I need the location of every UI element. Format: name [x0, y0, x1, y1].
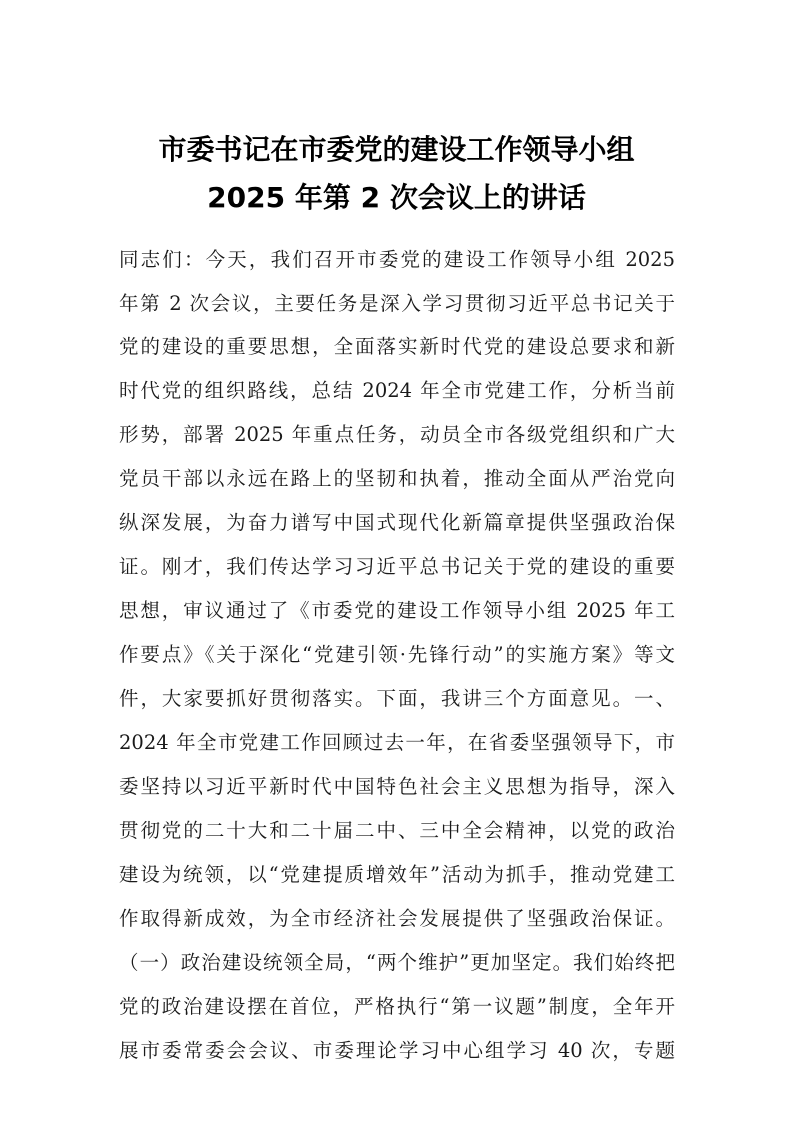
body-line: （一）政治建设统领全局，“两个维护”更加坚定。我们始终把 [119, 951, 675, 974]
body-line: 件，大家要抓好贯彻落实。下面，我讲三个方面意见。一、 [119, 687, 675, 710]
body-line: 展市委常委会会议、市委理论学习中心组学习 40 次，专题 [119, 1039, 675, 1062]
body-line: 党的政治建设摆在首位，严格执行“第一议题”制度，全年开 [119, 995, 675, 1018]
body-line: 委坚持以习近平新时代中国特色社会主义思想为指导，深入 [119, 775, 675, 798]
body-line: 形势，部署 2025 年重点任务，动员全市各级党组织和广大 [119, 423, 675, 446]
body-line: 作要点》《关于深化“党建引领·先锋行动”的实施方案》等文 [119, 643, 675, 666]
body-line: 纵深发展，为奋力谱写中国式现代化新篇章提供坚强政治保 [119, 511, 675, 534]
body-line: 党的建设的重要思想，全面落实新时代党的建设总要求和新 [119, 335, 675, 358]
body-line: 作取得新成效，为全市经济社会发展提供了坚强政治保证。 [119, 907, 675, 930]
body-line: 年第 2 次会议，主要任务是深入学习贯彻习近平总书记关于 [119, 292, 675, 315]
body-line: 时代党的组织路线，总结 2024 年全市党建工作，分析当前 [119, 379, 675, 402]
document-title-line-2: 2025 年第 2 次会议上的讲话 [207, 181, 586, 214]
body-line: 建设为统领，以“党建提质增效年”活动为抓手，推动党建工 [119, 863, 675, 886]
body-line: 党员干部以永远在路上的坚韧和执着，推动全面从严治党向 [119, 467, 675, 490]
body-line: 思想，审议通过了《市委党的建设工作领导小组 2025 年工 [119, 599, 675, 622]
body-line: 同志们：今天，我们召开市委党的建设工作领导小组 2025 [119, 248, 675, 271]
body-line: 贯彻党的二十大和二十届二中、三中全会精神，以党的政治 [119, 819, 675, 842]
body-line: 证。刚才，我们传达学习习近平总书记关于党的建设的重要 [119, 555, 675, 578]
body-line: 2024 年全市党建工作回顾过去一年，在省委坚强领导下，市 [119, 731, 675, 754]
document-title-line-1: 市委书记在市委党的建设工作领导小组 [158, 133, 635, 166]
